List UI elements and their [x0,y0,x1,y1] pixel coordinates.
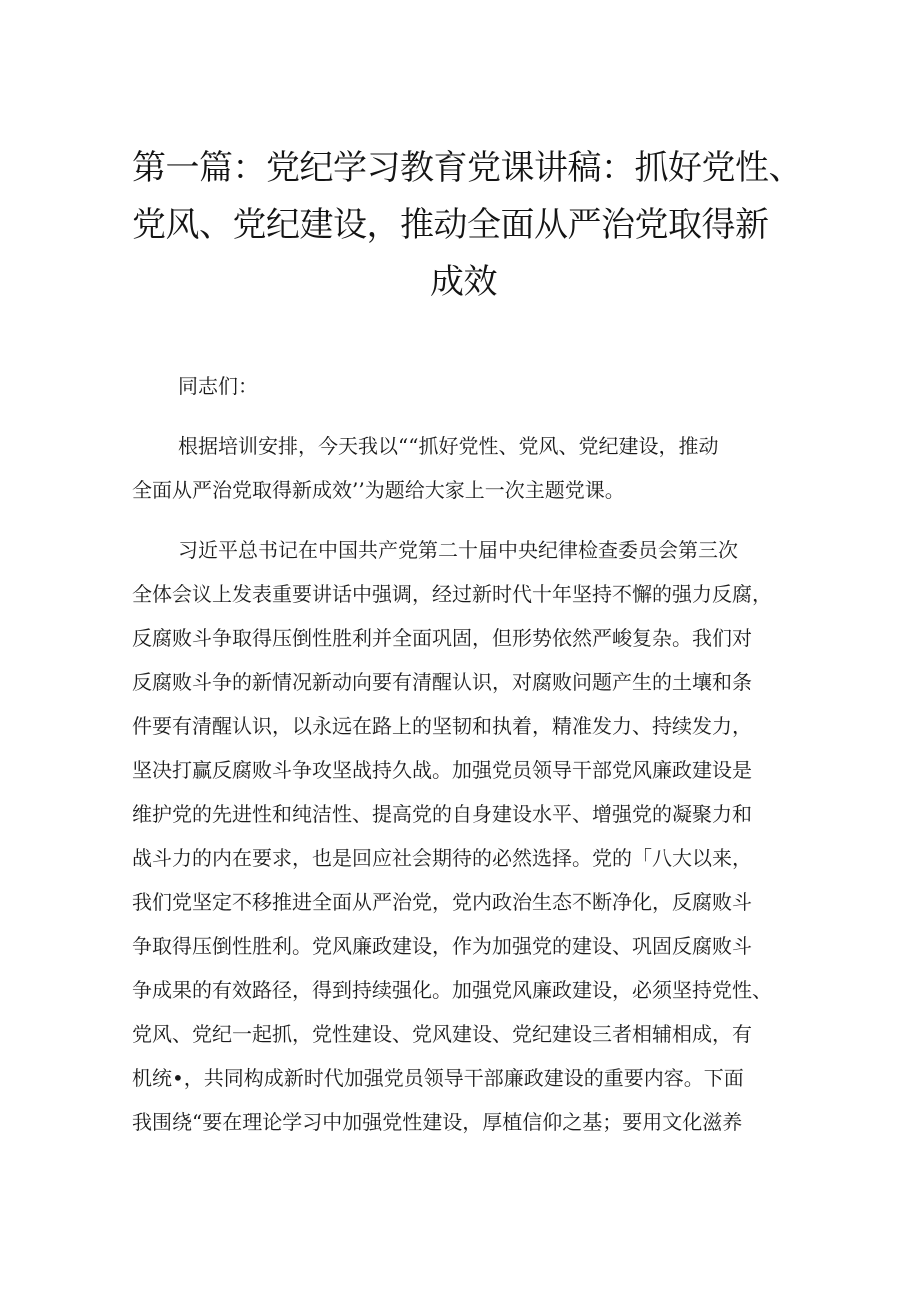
title-line-3: 成效 [430,262,497,302]
document-body [132,364,796,1144]
paragraph-2-line: 我围绕“要在理论学习中加强党性建设，厚植信仰之基；要用文化滋养 [132,1110,743,1134]
paragraph-2-line: 我们党坚定不移推进全面从严治党，党内政治生态不断净化，反腐败斗 [132,890,752,914]
title-line-1: 第一篇：党纪学习教育党课讲稿：抓好党性、 [132,148,802,188]
paragraph-2-line: 件要有清醒认识，以永远在路上的坚韧和执着，精准发力、持续发力， [132,714,752,738]
paragraph-2-line: 习近平总书记在中国共产党第二十届中央纪律检查委员会第三次 [178,538,738,562]
paragraph-2-line: 坚决打赢反腐败斗争攻坚战持久战。加强党员领导干部党风廉政建设是 [132,758,752,782]
paragraph-1-line: 根据培训安排，今天我以““抓好党性、党风、党纪建设，推动 [178,434,719,458]
paragraph-2-line: 党风、党纪一起抓，党性建设、党风建设、党纪建设三者相辅相成，有 [132,1022,752,1046]
paragraph-1-line: 全面从严治党取得新成效’’为题给大家上一次主题党课。 [132,478,625,502]
paragraph-2-line: 维护党的先进性和纯洁性、提高党的自身建设水平、增强党的凝聚力和 [132,802,752,826]
paragraph-2-line: 争取得压倒性胜利。党风廉政建设，作为加强党的建设、巩固反腐败斗 [132,934,752,958]
paragraph-2-line: 反腐败斗争取得压倒性胜利并全面巩固，但形势依然严峻复杂。我们对 [132,626,752,650]
paragraph-2-line: 战斗力的内在要求，也是回应社会期待的必然选择。党的「八大以来， [132,846,752,870]
paragraph-2-line: 机统•，共同构成新时代加强党员领导干部廉政建设的重要内容。下面 [132,1066,744,1090]
paragraph-2-line: 反腐败斗争的新情况新动向要有清醒认识，对腐败问题产生的土壤和条 [132,670,752,694]
paragraph-2-line: 全体会议上发表重要讲话中强调，经过新时代十年坚持不懈的强力反腐， [132,582,772,606]
document-title [132,140,802,311]
salutation: 同志们： [178,374,258,398]
paragraph-2-line: 争成果的有效路径，得到持续强化。加强党风廉政建设，必须坚持党性、 [132,978,772,1002]
title-line-2: 党风、党纪建设，推动全面从严治党取得新 [132,205,769,245]
